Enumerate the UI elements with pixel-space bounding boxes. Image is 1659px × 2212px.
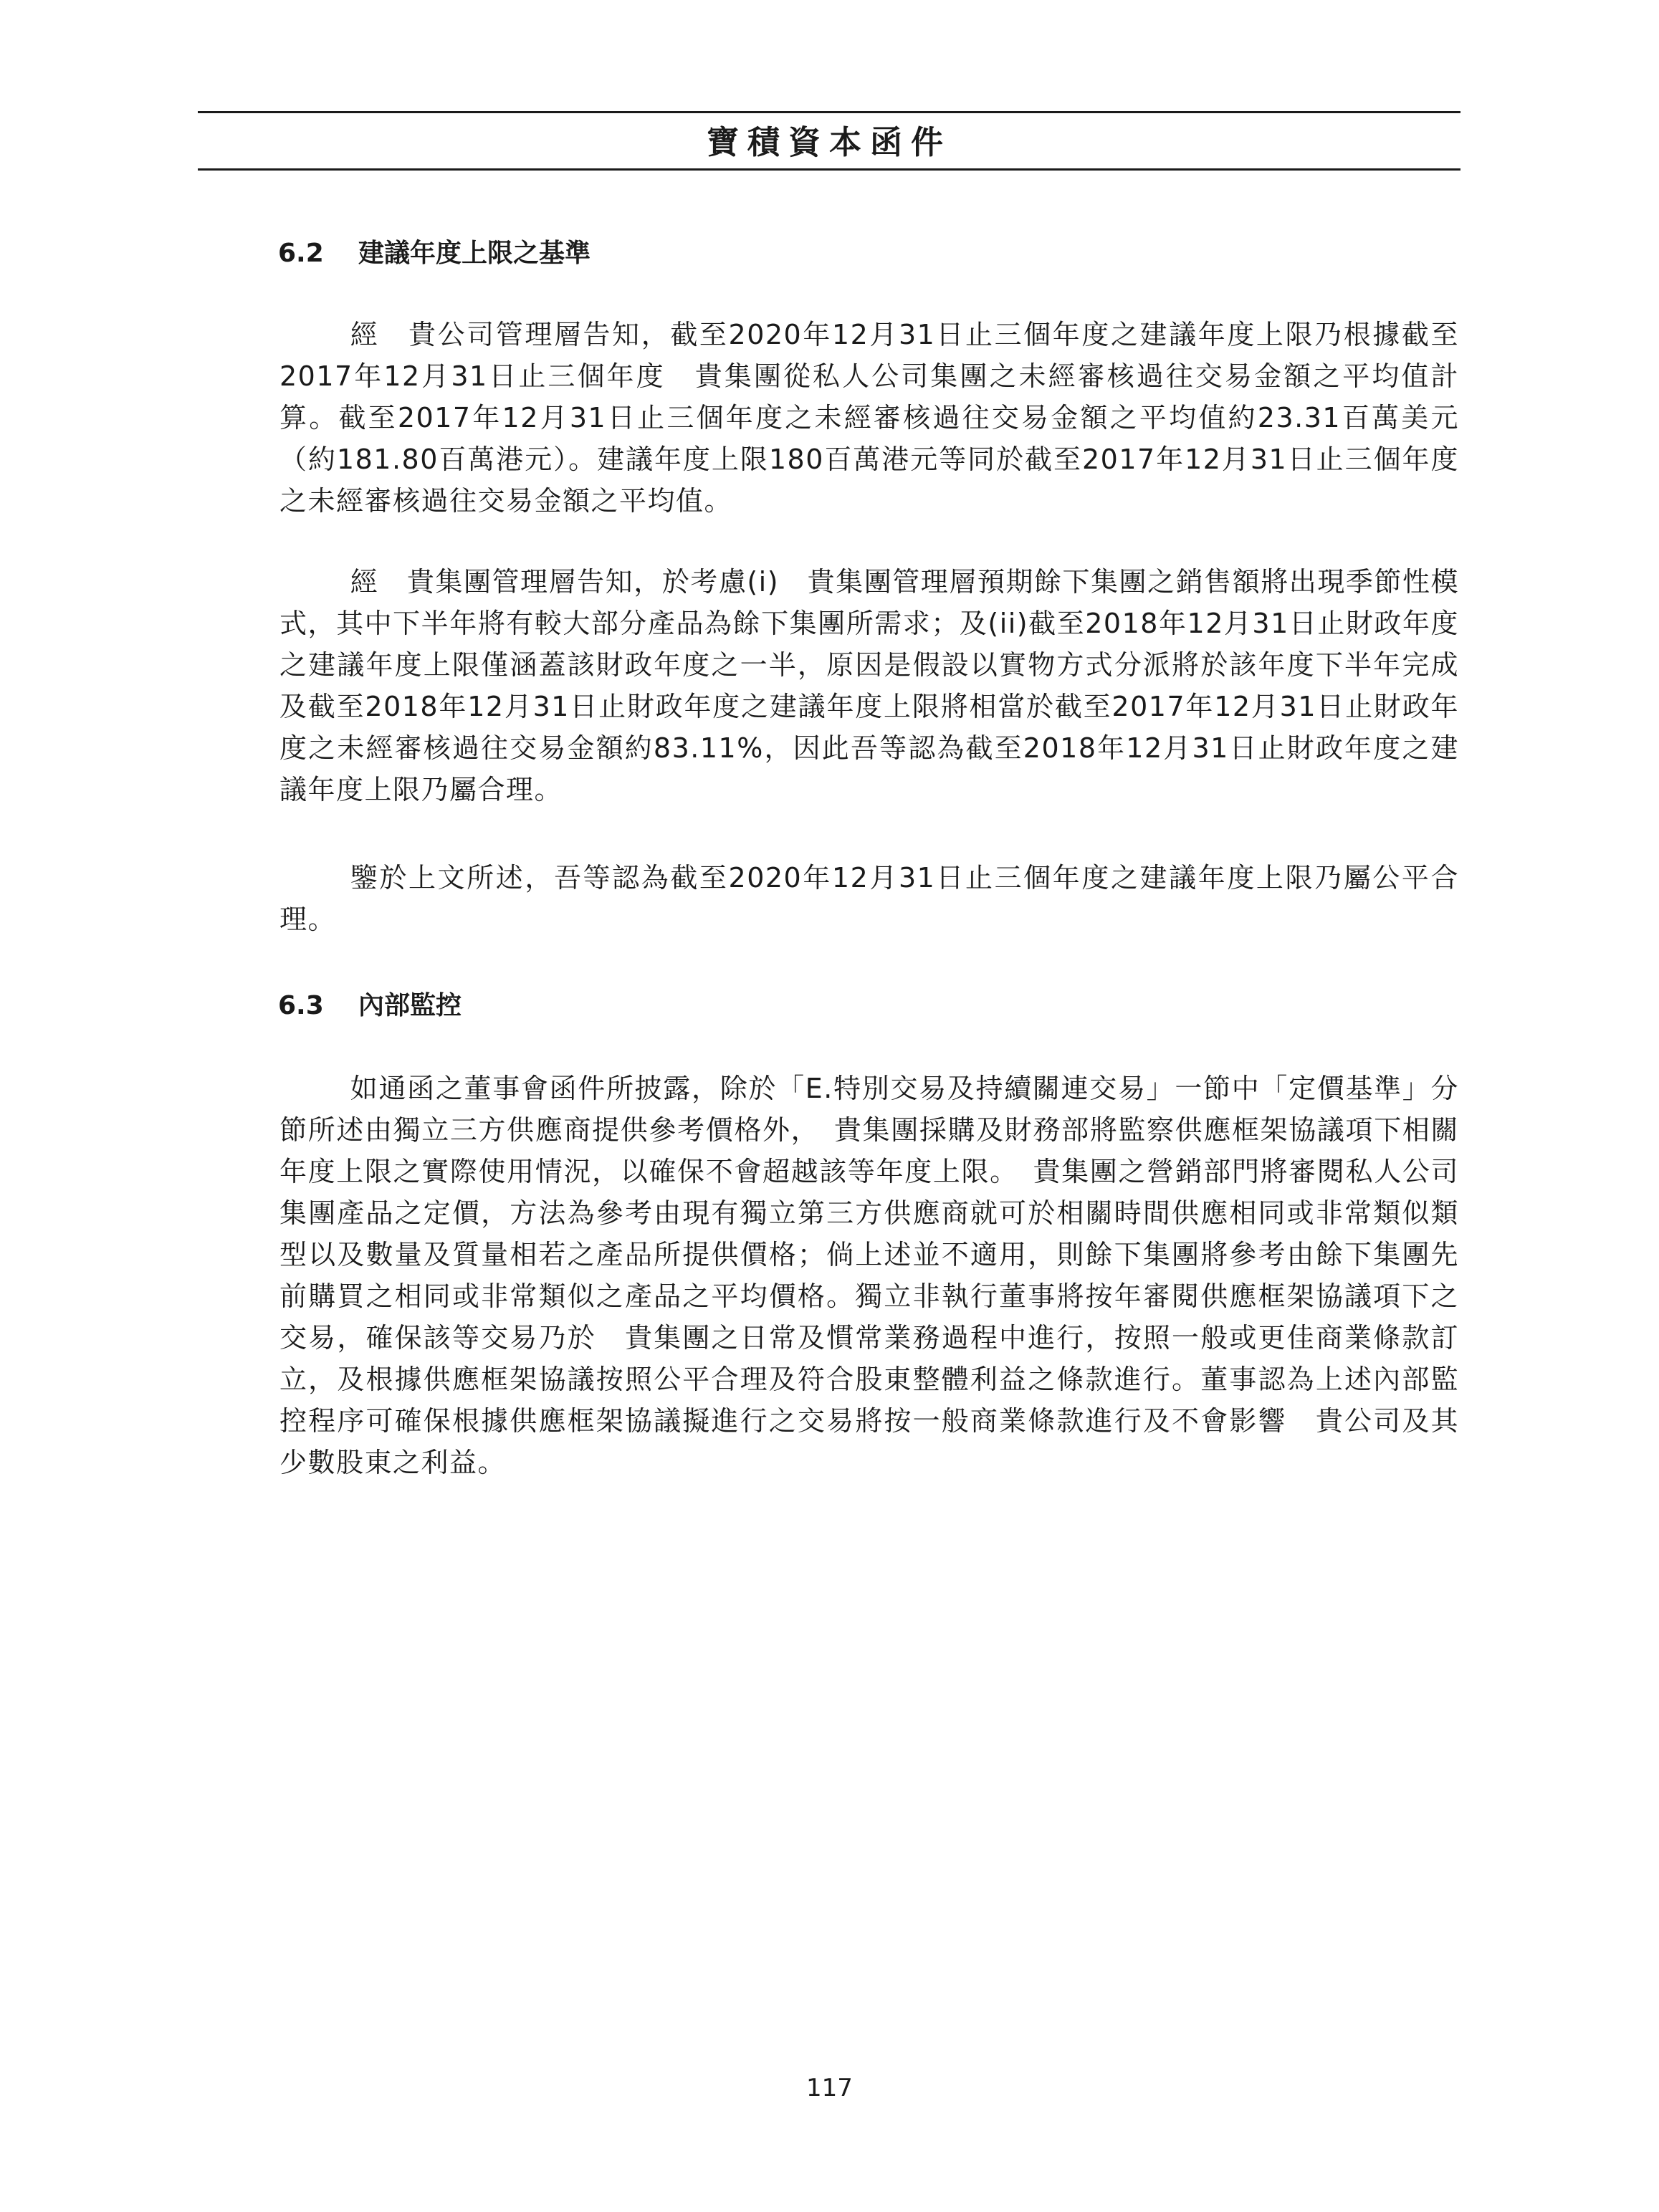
section-number: 6.3 xyxy=(278,991,324,1020)
section-heading-6-2 xyxy=(278,236,591,271)
page-number: 117 xyxy=(806,2074,853,2102)
header-rule-bottom xyxy=(198,168,1460,171)
header-rule-top xyxy=(198,111,1460,113)
section-heading-6-3 xyxy=(278,989,462,1023)
paragraph-6-2-1: 經 貴公司管理層告知，截至2020年12月31日止三個年度之建議年度上限乃根據截至2017年12月31日止三個年度 貴集團從私人公司集團之未經審核過往交易金額之平均值計算。截至2017年12月31日止三個年度之未經審核過往交易金額之平均值約23.31百萬美元（約181.80百萬港元）。建議年度上限180百萬港元等同於截至2017年12月31日止三個年度之未經審核過往交易金額之平均值。 xyxy=(279,319,1459,517)
section-title: 建議年度上限之基準 xyxy=(358,239,591,268)
paragraph-6-2-2: 經 貴集團管理層告知，於考慮(i) 貴集團管理層預期餘下集團之銷售額將出現季節性模式，其中下半年將有較大部分產品為餘下集團所需求；及(ii)截至2018年12月31日止財政年度之建議年度上限僅涵蓋該財政年度之一半，原因是假設以實物方式分派將於該年度下半年完成及截至2018年12月31日止財政年度之建議年度上限將相當於截至2017年12月31日止財政年度之未經審核過往交易金額約83.11%，因此吾等認為截至2018年12月31日止財政年度之建議年度上限乃屬合理。 xyxy=(279,566,1459,805)
paragraph-6-3-1: 如通函之董事會函件所披露，除於「E.特別交易及持續關連交易」一節中「定價基準」分節所述由獨立三方供應商提供參考價格外， 貴集團採購及財務部將監察供應框架協議項下相關年度上限之實際使用情況，以確保不會超越該等年度上限。 貴集團之營銷部門將審閱私人公司集團產品之定價，方法為參考由現有獨立第三方供應商就可於相關時間供應相同或非常類似類型以及數量及質量相若之產品所提供價格；倘上述並不適用，則餘下集團將參考由餘下集團先前購買之相同或非常類似之產品之平均價格。獨立非執行董事將按年審閱供應框架協議項下之交易，確保該等交易乃於 貴集團之日常及慣常業務過程中進行，按照一般或更佳商業條款訂立，及根據供應框架協議按照公平合理及符合股東整體利益之條款進行。董事認為上述內部監控程序可確保根據供應框架協議擬進行之交易將按一般商業條款進行及不會影響 貴公司及其少數股東之利益。 xyxy=(279,1073,1459,1478)
section-number: 6.2 xyxy=(278,239,324,268)
section-title: 內部監控 xyxy=(358,991,462,1020)
paragraph-6-2-3: 鑒於上文所述，吾等認為截至2020年12月31日止三個年度之建議年度上限乃屬公平合理。 xyxy=(279,862,1459,935)
page-header-title: 寶積資本函件 xyxy=(706,123,952,161)
